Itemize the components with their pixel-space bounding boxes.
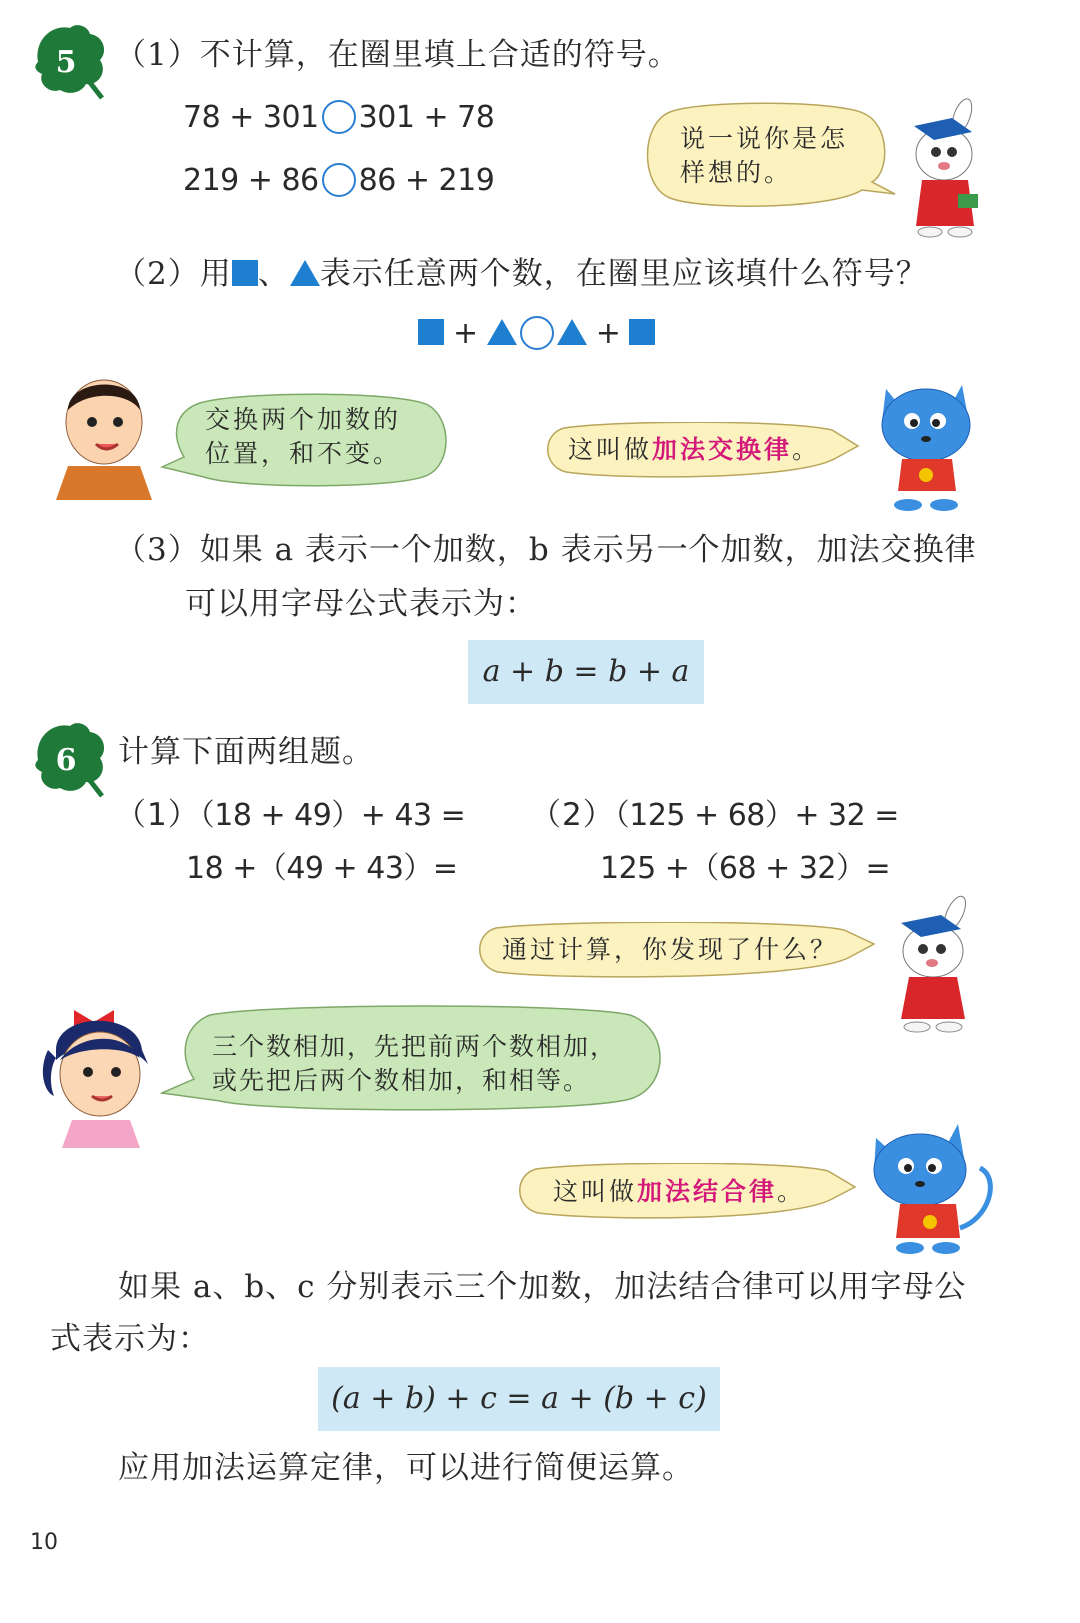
triangle-symbol bbox=[487, 319, 517, 345]
part-label: （3） bbox=[115, 532, 200, 568]
triangle-symbol bbox=[290, 260, 320, 286]
boy-bubble-text bbox=[205, 403, 401, 471]
bubble-line: 或先把后两个数相加，和相等。 bbox=[212, 1065, 591, 1095]
blank-circle[interactable] bbox=[322, 163, 356, 197]
plus-sign: + bbox=[453, 316, 478, 351]
rabbit-bubble-2-text: 通过计算，你发现了什么？ bbox=[502, 935, 839, 964]
part-label: （1） bbox=[115, 37, 200, 73]
square-symbol bbox=[232, 260, 258, 286]
ex5-part3-line2: 可以用字母公式表示为： bbox=[185, 586, 537, 622]
ex6-q2-line1 bbox=[530, 790, 899, 834]
ex5-part2 bbox=[115, 257, 928, 293]
bubble-line: 样想的。 bbox=[680, 157, 793, 187]
part-label: （2） bbox=[530, 797, 615, 833]
law-name: 加法结合律 bbox=[637, 1177, 778, 1206]
leaf-badge-6 bbox=[30, 718, 110, 798]
associative-para-line2: 式表示为： bbox=[50, 1321, 210, 1357]
girl-illustration bbox=[38, 1000, 158, 1148]
symbol-equation bbox=[418, 316, 655, 352]
expr-right: 301 + 78 bbox=[358, 100, 495, 135]
commutative-formula: a + b = b + a bbox=[468, 640, 704, 704]
blank-circle[interactable] bbox=[322, 100, 356, 134]
text: 、 bbox=[257, 256, 290, 292]
square-symbol bbox=[629, 319, 655, 345]
bubble-line: 说一说你是怎 bbox=[680, 124, 849, 153]
part-label: （1） bbox=[115, 797, 200, 833]
expr-left: 78 + 301 bbox=[183, 100, 319, 135]
cat-illustration bbox=[860, 1118, 1010, 1256]
expression: （125 + 68）+ 32 = bbox=[614, 798, 899, 833]
triangle-symbol bbox=[557, 319, 587, 345]
law-name: 加法交换律 bbox=[652, 435, 793, 464]
girl-bubble-text bbox=[212, 1030, 617, 1098]
text: 如果 a 表示一个加数，b 表示另一个加数，加法交换律 bbox=[199, 532, 977, 568]
blank-circle[interactable] bbox=[520, 316, 554, 350]
text: 这叫做 bbox=[568, 435, 653, 464]
expr-right: 86 + 219 bbox=[358, 163, 495, 198]
page-number: 10 bbox=[30, 1530, 58, 1555]
ex5-equation-1 bbox=[183, 100, 494, 136]
associative-law-bubble bbox=[553, 1175, 805, 1209]
text: 用 bbox=[199, 256, 232, 292]
exercise-number: 6 bbox=[55, 743, 77, 778]
rabbit-illustration bbox=[900, 98, 995, 240]
boy-illustration bbox=[48, 370, 158, 500]
bubble-line: 位置，和不变。 bbox=[205, 438, 402, 468]
ex6-q1-line2: 18 +（49 + 43）= bbox=[186, 851, 458, 886]
square-symbol bbox=[418, 319, 444, 345]
part-instruction: 不计算，在圈里填上合适的符号。 bbox=[199, 37, 680, 73]
rabbit-bubble-text bbox=[680, 122, 848, 190]
ex6-q2-line2: 125 +（68 + 32）= bbox=[600, 851, 891, 886]
commutative-law-bubble bbox=[568, 433, 820, 467]
cat-illustration bbox=[868, 375, 983, 515]
ex6-q1-line1 bbox=[115, 790, 465, 834]
leaf-badge-5 bbox=[30, 20, 110, 100]
expr-left: 219 + 86 bbox=[183, 163, 319, 198]
text: 这叫做 bbox=[553, 1177, 638, 1206]
ex6-title: 计算下面两组题。 bbox=[118, 734, 374, 770]
ex5-part1 bbox=[115, 38, 680, 74]
rabbit-illustration bbox=[885, 895, 985, 1035]
text: 。 bbox=[792, 435, 821, 464]
exercise-number: 5 bbox=[55, 45, 77, 80]
part-label: （2） bbox=[115, 256, 200, 292]
bubble-line: 交换两个加数的 bbox=[205, 405, 402, 434]
associative-para-line1: 如果 a、b、c 分别表示三个加数，加法结合律可以用字母公 bbox=[118, 1269, 967, 1305]
expression: （18 + 49）+ 43 = bbox=[199, 798, 466, 833]
ex5-part3 bbox=[115, 533, 977, 569]
bubble-line: 三个数相加，先把前两个数相加， bbox=[212, 1032, 618, 1061]
associative-formula: (a + b) + c = a + (b + c) bbox=[318, 1367, 720, 1431]
closing-sentence: 应用加法运算定律，可以进行简便运算。 bbox=[118, 1450, 694, 1486]
text: 。 bbox=[777, 1177, 806, 1206]
text: 表示任意两个数，在圈里应该填什么符号？ bbox=[319, 256, 928, 292]
ex5-equation-2 bbox=[183, 163, 494, 199]
plus-sign: + bbox=[595, 316, 621, 351]
